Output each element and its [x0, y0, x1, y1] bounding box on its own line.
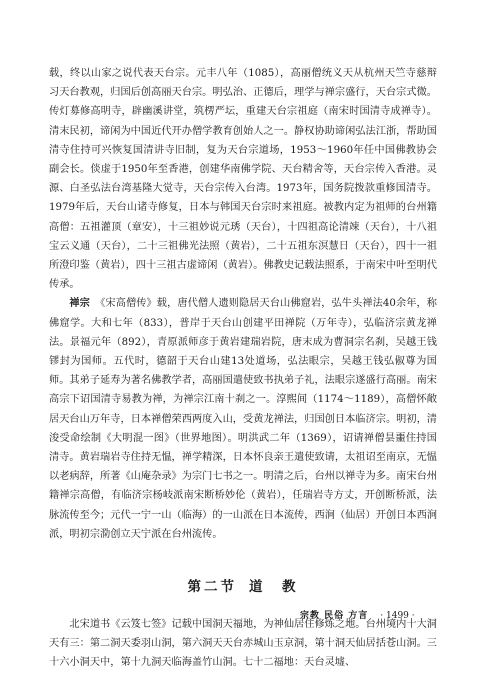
page-number: · 1499 ·	[380, 611, 415, 621]
section-number: 第二节	[187, 579, 237, 596]
paragraph-lead-term: 禅宗	[69, 297, 90, 310]
section-title: 道 教	[249, 579, 299, 596]
paragraph-taoism-intro: 北宋道书《云笈七签》记载中国洞天福地，为神仙居住修炼之地。台州境内十大洞天有三：第二洞天委羽山洞，第六洞天天台赤城山玉京洞，第十洞天仙居括苍山洞。三十六小洞天中，第十九洞天临海盖竹山洞。七十二福地：天台灵墟、	[49, 619, 437, 669]
page-footer	[300, 608, 440, 621]
page-body	[49, 64, 437, 673]
running-head: 宗教 民俗 方言	[300, 611, 369, 621]
paragraph-tiantai-continued: 载，终以山家之说代表天台宗。元丰八年（1085），高丽僧统义天从杭州天竺寺慈辩习天台教观，归国后创高丽天台宗。明弘治、正德后，理学与禅宗盛行，天台宗式微。传灯募修高明寺，辟幽溪讲堂，筑楞严坛，重建天台宗祖庭（南宋时国清寺成禅寺）。清末民初，谛闲为中国近代开办僧学教育创始人之一。静权协助谛闲弘法江浙，帮助国清寺住持可兴恢复国清讲寺旧制，复为天台宗道场，1953～1960年任中国佛教协会副会长。倓虚于1950年至香港，创建华南佛学院、天台精舍等，天台宗传入香港。灵源、白圣弘法台湾基隆大觉寺，天台宗传入台湾。1973年，国务院拨款重修国清寺。1979年后，天台山诸寺修复，日本与韩国天台宗时来祖庭。被教内定为祖师的台州籍高僧：五祖灌顶（章安），十三祖妙说元琇（天台），十四祖高论清竦（天台），十八祖宝云义通（天台），二十三祖佛光法照（黄岩），二十五祖东溟慧日（天台），四十一祖所澄印鉴（黄岩），四十三祖古虚谛闲（黄岩）。佛教史记载法照系，于南宋中叶至明代传承。	[49, 68, 437, 291]
section-heading	[49, 575, 437, 595]
paragraph-chan-school	[49, 294, 437, 544]
paragraph-chan-text: 《宋高僧传》载，唐代僧人遗则隐居天台山佛窟岩，弘牛头禅法40余年，称佛窟学。大和七年（833），普岸于天台山创建平田禅院（万年寺），弘临济宗黄龙禅法。景福元年（892），青原派师彦于黄岩建瑞岩院，唐末成为曹洞宗名刹，吴越王钱镠封为国师。五代时，德韶于天台山建13处道场，弘法眼宗，吴越王钱弘俶尊为国师。其弟子延寿为著名佛教学者，高丽国遣使致书执弟子礼，法眼宗遂盛行高丽。南宋高宗下诏国清寺易教为禅，为禅宗江南十刹之一。淳熙间（1174～1189），高僧怀敞居天台山万年寺，日本禅僧荣西两度入山，受黄龙禅法，归国创日本临济宗。明初，清浚受命绘制《大明混一图》（世界地图）。明洪武二年（1369），诏请禅僧昙噩住持国清寺。黄岩瑞岩寺住持无愠，禅学精深，日本怀良亲王遣使致请，太祖诏至南京，无愠以老病辞，所著《山庵杂录》为宗门七书之一。明清之后，台州以禅寺为多。南宋台州籍禅宗高僧，有临济宗杨岐派南宋断桥妙伦（黄岩），任瑞岩寺方丈，开创断桥派，法脉流传至今；元代一宁一山（临海）的一山派在日本流传，西涧（仙居）开创日本西涧派，明初宗泐创立天宁派在台州流传。	[49, 298, 437, 540]
